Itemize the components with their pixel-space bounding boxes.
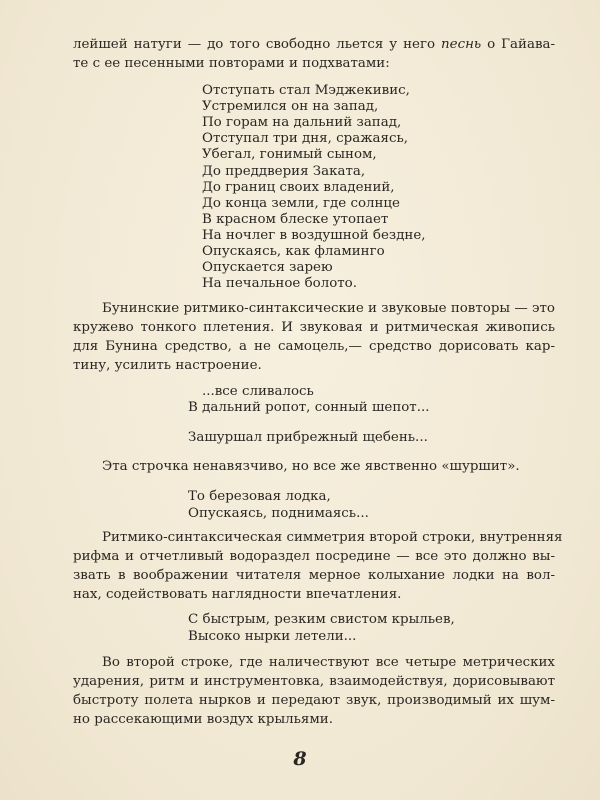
verse-line: Отступал три дня, сражаясь, (202, 131, 408, 146)
verse-line: С быстрым, резким свистом крыльев, (188, 612, 455, 627)
intro-line-1 (73, 37, 555, 53)
verse-block-3: Зашуршал прибрежный щебень... (188, 430, 428, 445)
page-number: 8 (293, 748, 307, 770)
intro-text-end: о Гайава- (481, 37, 555, 52)
paragraph-2: Эта строчка ненавязчиво, но все же явственно «шуршит». (102, 459, 520, 474)
verse-line: Опускаясь, поднимаясь... (188, 506, 369, 521)
verse-line: В красном блеске утопает (202, 212, 389, 227)
verse-line: Устремился он на запад, (202, 99, 379, 114)
verse-line: До конца земли, где солнце (202, 196, 400, 211)
verse-line: ...все сливалось (202, 384, 314, 399)
paragraph-line: но рассекающими воздух крыльями. (73, 712, 333, 727)
verse-line: До границ своих владений, (202, 180, 395, 195)
paragraph-line: кружево тонкого плетения. И звуковая и ритмическая живопись (73, 320, 555, 335)
verse-line: В дальний ропот, сонный шепот... (188, 400, 430, 415)
paragraph-line: нах, содействовать наглядности впечатления. (73, 587, 402, 602)
intro-line-2: те с ее песенными повторами и подхватами: (73, 56, 390, 71)
paragraph-line: тину, усилить настроение. (73, 358, 262, 373)
verse-line: На ночлег в воздушной бездне, (202, 228, 426, 243)
paragraph-line: Ритмико-синтаксическая симметрия второй строки, внутренняя (102, 530, 563, 545)
intro-italic-word: песнь (441, 37, 482, 52)
paragraph-line: Во второй строке, где наличествуют все четыре метрических (102, 655, 555, 670)
paragraph-line: для Бунина средство, а не самоцель,— средство дорисовать кар- (73, 339, 555, 354)
verse-line: Высоко нырки летели... (188, 629, 357, 644)
paragraph-line: ударения, ритм и инструментовка, взаимодействуя, дорисовывают (73, 674, 555, 689)
paragraph-line: рифма и отчетливый водораздел посредине — все это должно вы- (73, 549, 555, 564)
verse-line: То березовая лодка, (188, 489, 331, 504)
verse-line: Убегал, гонимый сыном, (202, 147, 377, 162)
verse-line: Отступать стал Мэджекивис, (202, 83, 410, 98)
paragraph-line: Бунинские ритмико-синтаксические и звуковые повторы — это (102, 301, 555, 316)
verse-line: На печальное болото. (202, 276, 357, 291)
paragraph-line: быстроту полета нырков и передают звук, производимый их шум- (73, 693, 555, 708)
intro-text-start: лейшей натуги — до того свободно льется у него (73, 37, 442, 52)
verse-line: Опускаясь, как фламинго (202, 244, 385, 259)
verse-line: По горам на дальний запад, (202, 115, 402, 130)
paragraph-line: звать в воображении читателя мерное колыхание лодки на вол- (73, 568, 555, 583)
verse-line: До преддверия Заката, (202, 164, 366, 179)
verse-line: Опускается зарею (202, 260, 333, 275)
